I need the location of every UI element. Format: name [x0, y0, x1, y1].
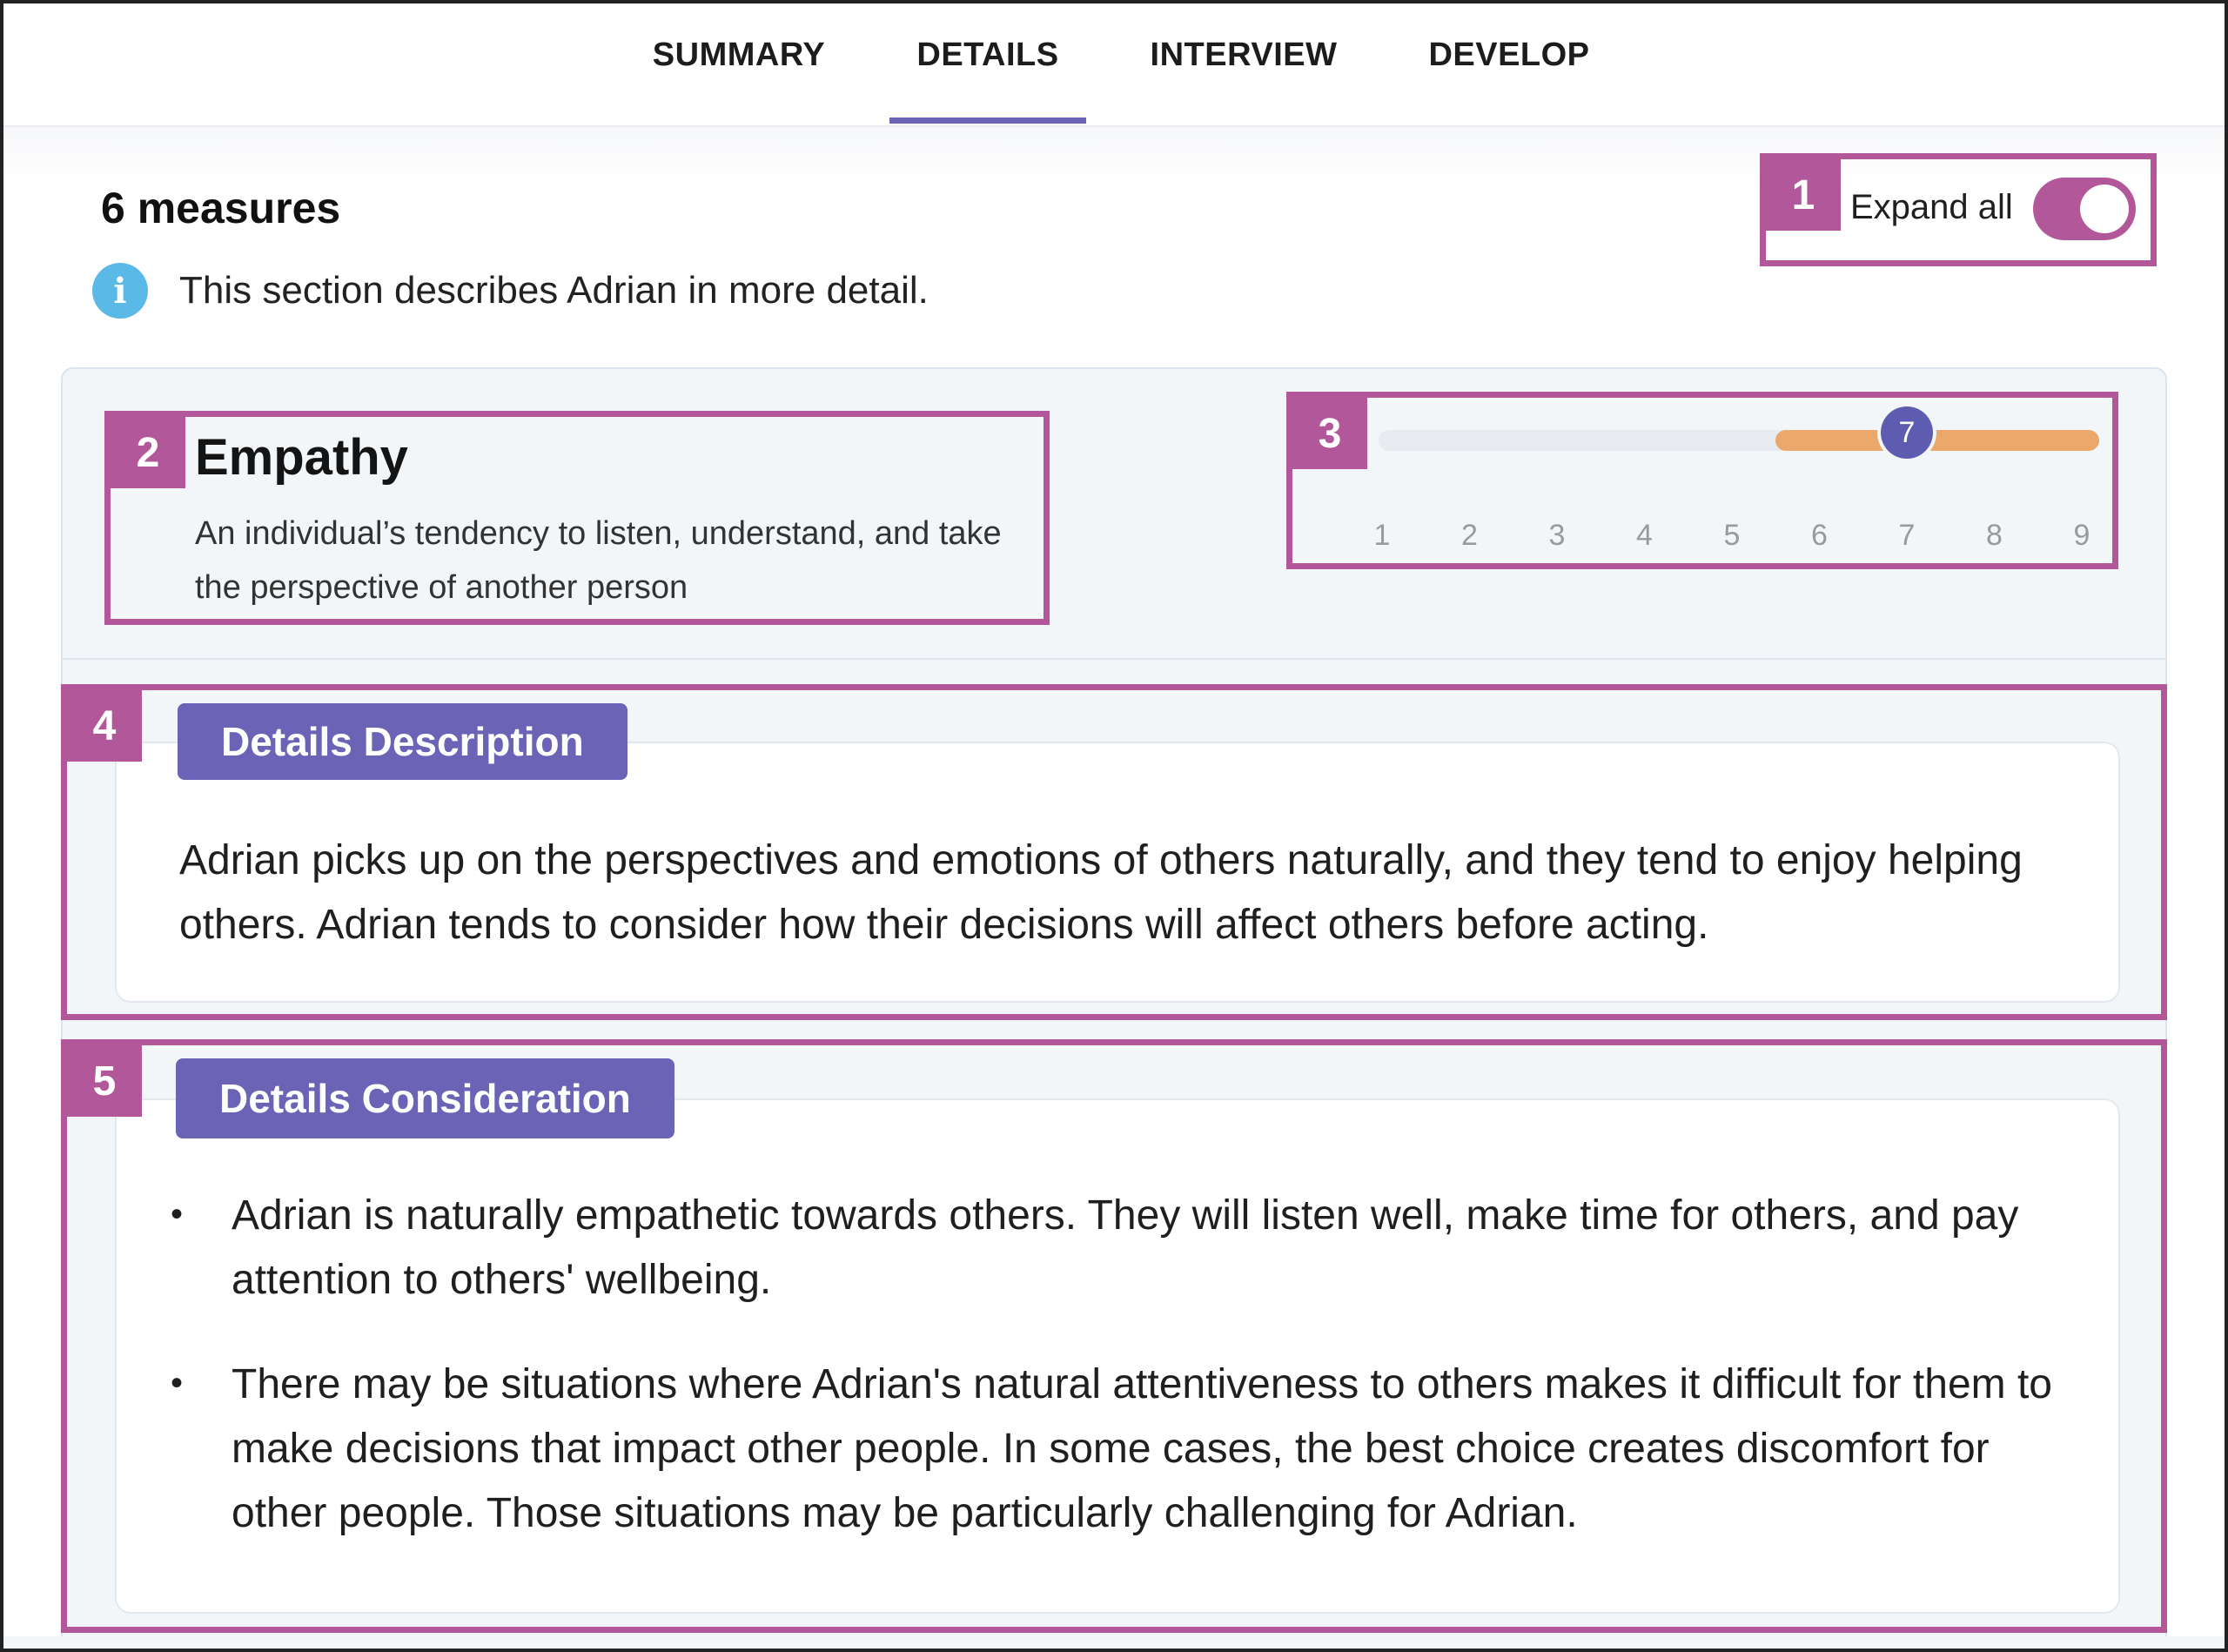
info-row [92, 263, 929, 319]
scale-tick-4: 4 [1636, 519, 1653, 552]
annotation-badge-2: 2 [111, 417, 185, 488]
tab-bar [3, 3, 2225, 127]
measures-count-title: 6 measures [101, 184, 341, 232]
tab-interview[interactable]: INTERVIEW [1150, 37, 1338, 73]
toggle-knob [2080, 185, 2129, 233]
consideration-list [171, 1184, 2077, 1586]
annotation-badge-1: 1 [1766, 159, 1841, 231]
measure-description: An individual’s tendency to listen, understand, and take the perspective of another person [195, 515, 1002, 606]
annotation-badge-5: 5 [67, 1045, 142, 1117]
scale-tick-5: 5 [1723, 519, 1741, 552]
measure-name: Empathy [195, 429, 408, 486]
scale-tick-2: 2 [1461, 519, 1478, 552]
scale-tick-6: 6 [1811, 519, 1828, 552]
tab-develop[interactable]: DEVELOP [1428, 37, 1590, 73]
score-slider-track [1379, 415, 2099, 451]
score-scale [1375, 519, 2089, 554]
annotation-badge-3: 3 [1292, 398, 1367, 469]
info-icon: i [92, 263, 148, 319]
tab-details[interactable]: DETAILS [889, 37, 1086, 124]
card-divider [63, 658, 2165, 660]
details-description-heading: Details Description [178, 703, 627, 780]
score-band [1775, 430, 2099, 451]
next-card-edge [3, 1636, 2225, 1649]
scale-tick-7: 7 [1898, 519, 1916, 552]
scale-tick-3: 3 [1548, 519, 1566, 552]
score-handle: 7 [1881, 406, 1933, 459]
details-consideration-heading: Details Consideration [176, 1058, 674, 1138]
list-item: • Adrian is naturally empathetic towards others. They will listen well, make time for others, and pay attention to others' wellbeing. [171, 1184, 2077, 1313]
tab-summary[interactable]: SUMMARY [652, 37, 826, 73]
details-description-text: Adrian picks up on the perspectives and emotions of others naturally, and they tend to enjoy helping others. Adrian tends to consider how their decisions will affect others before acting. [179, 837, 2023, 948]
expand-all-label: Expand all [1850, 188, 2013, 226]
scale-tick-9: 9 [2073, 519, 2090, 552]
expand-all-toggle[interactable] [2033, 178, 2136, 240]
annotation-badge-4: 4 [67, 690, 142, 762]
scale-tick-8: 8 [1986, 519, 2003, 552]
list-item: • There may be situations where Adrian's natural attentiveness to others makes it difficult for them to make decisions that impact other people. In some cases, the best choice creates discomfort for other people. Those situations may be particularly challenging for Adrian. [171, 1353, 2077, 1546]
info-text: This section describes Adrian in more detail. [179, 269, 929, 312]
scale-tick-1: 1 [1373, 519, 1391, 552]
